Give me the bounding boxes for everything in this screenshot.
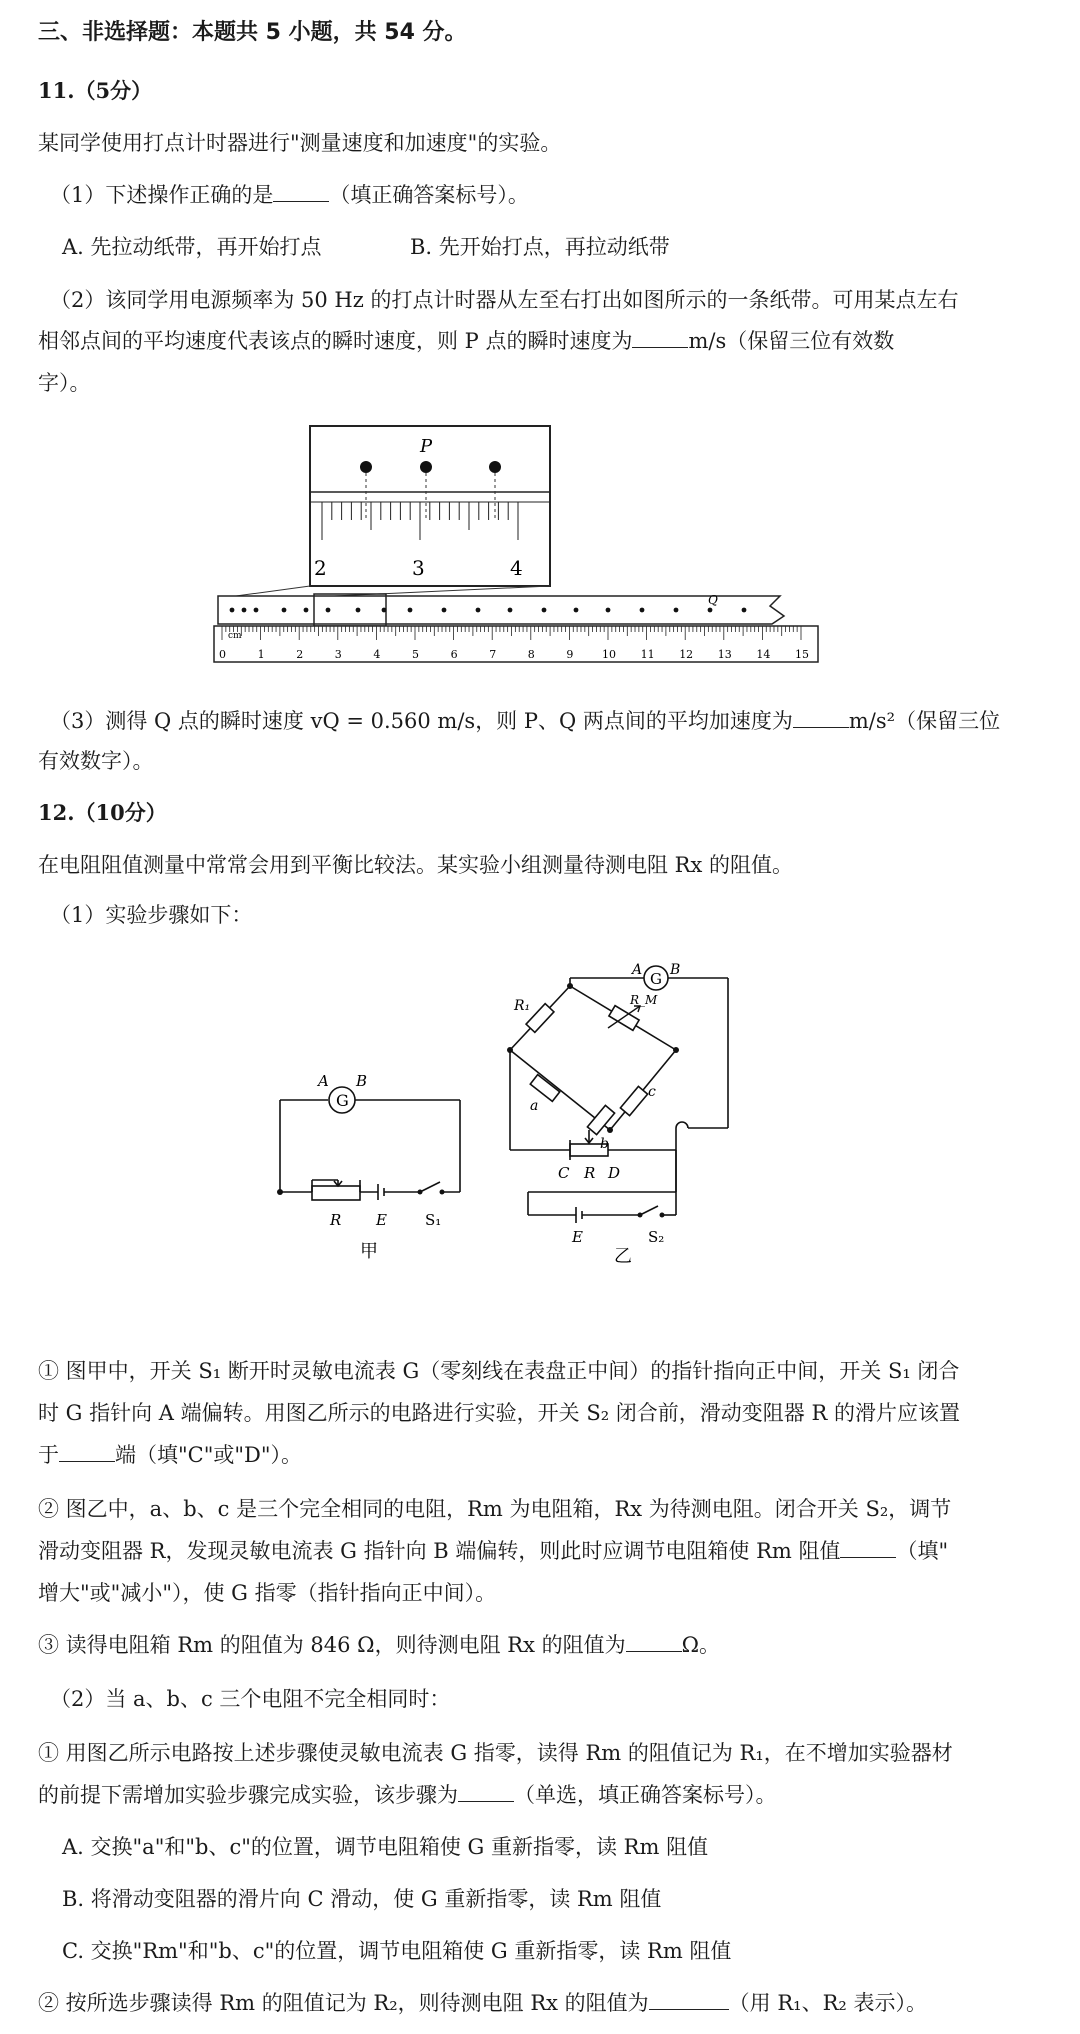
tape-dot	[282, 608, 287, 613]
figure-caption: 甲	[360, 1241, 378, 1260]
ruler-tick-label: 13	[717, 648, 732, 661]
zoom-tick-label: 3	[412, 556, 425, 580]
tape-dot	[708, 608, 713, 613]
rm-label: R_M	[630, 993, 658, 1007]
q11-part3-line2: 有效数字）。	[38, 749, 154, 773]
ruler-tick-label: 8	[527, 648, 535, 661]
point-p-dot	[420, 461, 432, 473]
tape-dot	[476, 608, 481, 613]
paper-tape	[218, 596, 784, 624]
galvanometer-label: G	[336, 1091, 349, 1110]
q12-part1: （1）实验步骤如下：	[50, 903, 253, 927]
terminal-a-label: A	[318, 1072, 329, 1090]
tape-dot	[254, 608, 259, 613]
q12-step2-text-a: 滑动变阻器 R，发现灵敏电流表 G 指针向 B 端偏转，则此时应调节电阻箱使 Rm 阻值	[38, 1539, 841, 1563]
terminal-c-label: C	[558, 1164, 570, 1182]
q12-step3	[38, 1630, 720, 1660]
ruler-tick-label: 6	[450, 648, 458, 661]
q12-step1-line1: ① 图甲中，开关 S₁ 断开时灵敏电流表 G（零刻线在表盘正中间）的指针指向正中间，开关 S₁ 闭合	[38, 1359, 960, 1383]
tape-dot	[408, 608, 413, 613]
terminal-b-label: B	[356, 1072, 368, 1090]
ruler-tick-label: 9	[566, 648, 574, 661]
tape-dot	[442, 608, 447, 613]
q12-part2-step1-text-a: 的前提下需增加实验步骤完成实验，该步骤为	[38, 1783, 458, 1807]
q12-part2: （2）当 a、b、c 三个电阻不完全相同时：	[50, 1687, 451, 1711]
tape-dot	[606, 608, 611, 613]
answer-blank[interactable]	[793, 709, 849, 728]
zoom-tick-label: 4	[510, 556, 523, 580]
ruler-tick-label: 1	[257, 648, 265, 661]
ruler-tick-label: 5	[412, 648, 419, 661]
answer-blank[interactable]	[626, 1633, 682, 1652]
circuit-yi-figure	[490, 960, 780, 1265]
point-q-label: Q	[708, 593, 718, 607]
q12-part2-step2-text-a: ② 按所选步骤读得 Rm 的阻值记为 R₂，则待测电阻 Rx 的阻值为	[38, 1991, 649, 2015]
q12-step1-line3	[38, 1440, 302, 1470]
ruler-tick-label: 15	[795, 648, 809, 661]
answer-blank[interactable]	[59, 1443, 115, 1462]
c-label: c	[648, 1084, 656, 1100]
ruler-tick-label: 14	[756, 648, 771, 661]
ruler-tick-label: 0	[219, 648, 226, 661]
terminal-d-label: D	[608, 1164, 621, 1182]
q12-step1-line2: 时 G 指针向 A 端偏转。用图乙所示的电路进行实验，开关 S₂ 闭合前，滑动变阻器 R 的滑片应该置	[38, 1401, 960, 1425]
tape-dot	[382, 608, 387, 613]
q11-option-a: A. 先拉动纸带，再开始打点	[62, 235, 322, 259]
q11-part2-line2	[38, 326, 894, 356]
tape-dot	[674, 608, 679, 613]
circuit-jia-figure	[260, 1060, 470, 1260]
q12-step2-line3: 增大"或"减小"），使 G 指零（指针指向正中间）。	[38, 1581, 497, 1605]
q11-option-b: B. 先开始打点，再拉动纸带	[410, 235, 670, 259]
q11-part2-line1: （2）该同学用电源频率为 50 Hz 的打点计时器从左至右打出如图所示的一条纸带。可用某点左右	[50, 288, 959, 312]
q11-part2-text-b: m/s（保留三位有效数	[688, 329, 895, 353]
ruler-tick-label: 3	[334, 648, 342, 661]
q11-part3-text-b: m/s²（保留三位	[848, 709, 1001, 733]
ruler-tick-label: 10	[602, 648, 616, 661]
tape-dot	[230, 608, 235, 613]
switch-label: S₂	[648, 1228, 665, 1246]
tape-dot	[304, 608, 309, 613]
point-p-label: P	[420, 436, 433, 457]
q11-part2-line3: 字）。	[38, 371, 91, 395]
figure-caption: 乙	[614, 1246, 632, 1265]
answer-blank[interactable]	[458, 1783, 514, 1802]
tape-dot	[574, 608, 579, 613]
q12-part2-step2-text-b: （用 R₁、R₂ 表示）。	[728, 1991, 927, 2015]
rheostat-label: R	[584, 1164, 596, 1182]
tape-ruler-figure	[210, 420, 850, 675]
rheostat-label: R	[330, 1211, 342, 1229]
battery-label: E	[572, 1228, 583, 1246]
q11-part1-text-a: （1）下述操作正确的是	[50, 183, 274, 207]
q12-step2-text-b: （填"	[896, 1539, 949, 1563]
tape-dot	[356, 608, 361, 613]
q12-step3-text-b: Ω。	[681, 1633, 721, 1657]
q12-step1-text-a: 于	[38, 1443, 59, 1467]
q12-option-a: A. 交换"a"和"b、c"的位置，调节电阻箱使 G 重新指零，读 Rm 阻值	[62, 1835, 709, 1859]
q11-part3-line1	[50, 706, 1000, 736]
switch-label: S₁	[425, 1211, 442, 1229]
tape-dot	[508, 608, 513, 613]
ruler-tick-label: 2	[296, 648, 304, 661]
galvanometer-label: G	[650, 970, 662, 988]
ruler-unit: cm	[228, 631, 242, 641]
q11-intro: 某同学使用打点计时器进行"测量速度和加速度"的实验。	[38, 131, 562, 155]
r1-label: R₁	[514, 998, 531, 1014]
zoom-tick-label: 2	[314, 556, 327, 580]
q12-part2-step1-line2	[38, 1780, 777, 1810]
answer-blank[interactable]	[632, 329, 688, 348]
answer-blank[interactable]	[649, 1991, 729, 2010]
resistor-c	[620, 1086, 647, 1115]
ruler-tick-label: 11	[640, 648, 655, 661]
ruler-tick-label: 7	[489, 648, 497, 661]
q12-part2-step1-text-b: （单选，填正确答案标号）。	[514, 1783, 777, 1807]
answer-blank[interactable]	[273, 183, 329, 202]
ruler-tick-label: 12	[679, 648, 694, 661]
q11-part1-text-b: （填正确答案标号）。	[329, 183, 529, 207]
tape-dot	[742, 608, 747, 613]
q12-part2-step2	[38, 1988, 927, 2018]
q12-header: 12.（10分）	[38, 800, 167, 825]
section-title: 三、非选择题：本题共 5 小题，共 54 分。	[38, 20, 467, 45]
battery-label: E	[376, 1211, 387, 1229]
tape-dot	[360, 461, 372, 473]
q12-step2-line2	[38, 1536, 948, 1566]
q12-step1-text-b: 端（填"C"或"D"）。	[115, 1443, 303, 1467]
q12-option-c: C. 交换"Rm"和"b、c"的位置，调节电阻箱使 G 重新指零，读 Rm 阻值	[62, 1939, 732, 1963]
tape-dot	[489, 461, 501, 473]
tape-dot	[326, 608, 331, 613]
q12-intro: 在电阻阻值测量中常常会用到平衡比较法。某实验小组测量待测电阻 Rx 的阻值。	[38, 853, 794, 877]
q11-part2-text-a: 相邻点间的平均速度代表该点的瞬时速度，则 P 点的瞬时速度为	[38, 329, 633, 353]
q11-part1	[50, 180, 529, 210]
q11-header: 11.（5分）	[38, 78, 153, 103]
q12-part2-step1-line1: ① 用图乙所示电路按上述步骤使灵敏电流表 G 指零，读得 Rm 的阻值记为 R₁，在不增加实验器材	[38, 1741, 953, 1765]
ruler-tick-label: 4	[373, 648, 381, 661]
q11-part3-text-a: （3）测得 Q 点的瞬时速度 vQ = 0.560 m/s，则 P、Q 两点间的平均加速度为	[50, 709, 793, 733]
q12-step2-line1: ② 图乙中，a、b、c 是三个完全相同的电阻，Rm 为电阻箱，Rx 为待测电阻。闭合开关 S₂，调节	[38, 1497, 952, 1521]
q12-option-b: B. 将滑动变阻器的滑片向 C 滑动，使 G 重新指零，读 Rm 阻值	[62, 1887, 662, 1911]
terminal-b-label: B	[670, 962, 681, 978]
terminal-a-label: A	[632, 962, 643, 978]
answer-blank[interactable]	[840, 1539, 896, 1558]
tape-dot	[640, 608, 645, 613]
resistor-r1	[526, 1004, 554, 1033]
b-label: b	[600, 1136, 609, 1152]
tape-dot	[542, 608, 547, 613]
q12-step3-text-a: ③ 读得电阻箱 Rm 的阻值为 846 Ω，则待测电阻 Rx 的阻值为	[38, 1633, 626, 1657]
tape-dot	[242, 608, 247, 613]
a-label: a	[530, 1098, 539, 1114]
